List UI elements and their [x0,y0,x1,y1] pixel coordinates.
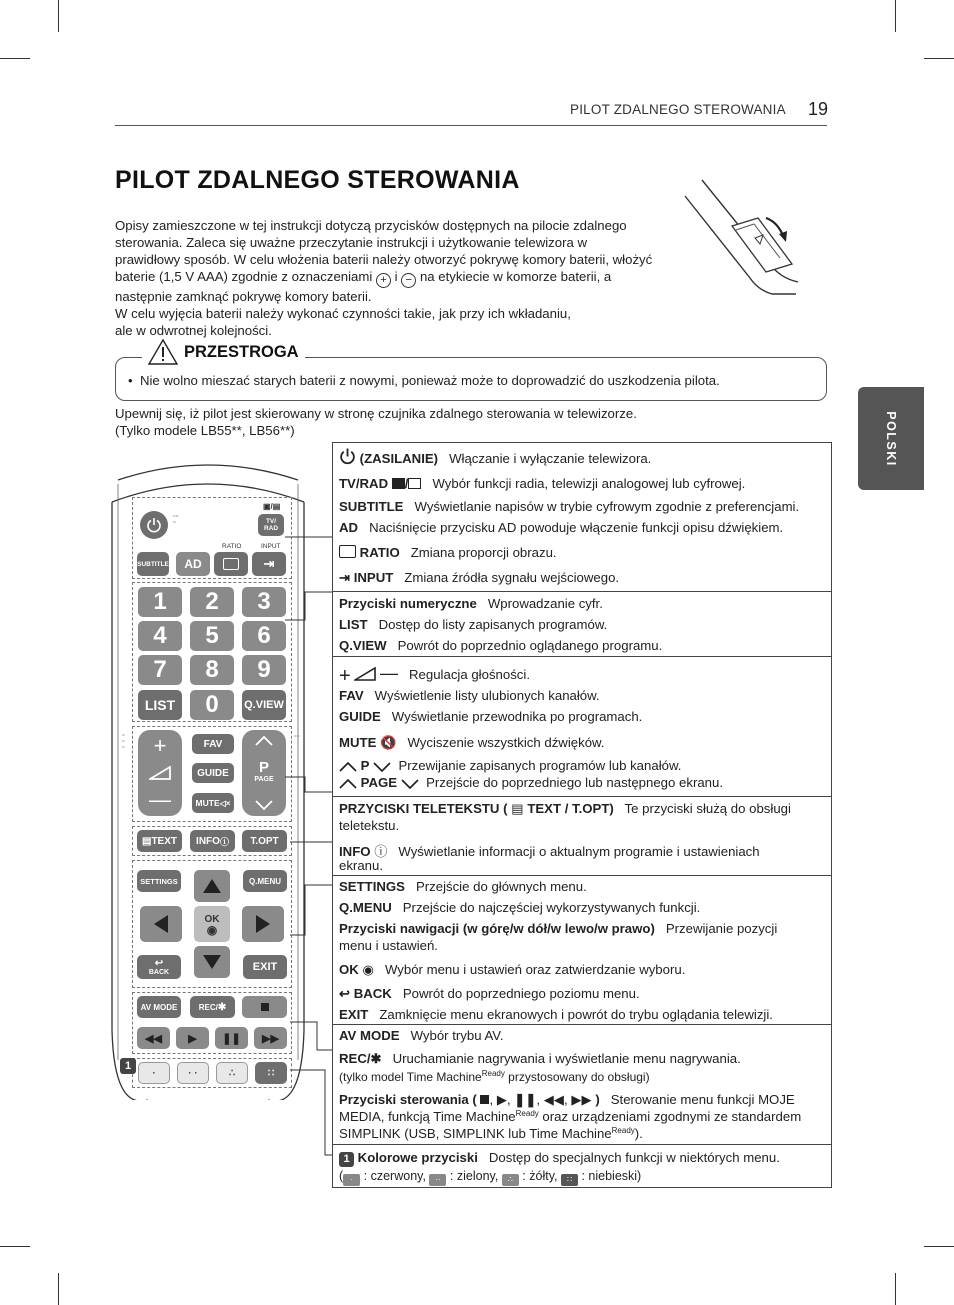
fav-button[interactable]: FAV [192,734,234,754]
stop-icon [480,1095,489,1104]
aim-line: (Tylko modele LB55**, LB56**) [115,423,295,438]
guide-button[interactable]: GUIDE [192,763,234,783]
input-button[interactable] [252,552,286,576]
digit-2-button[interactable]: 2 [190,587,234,617]
yellow-button[interactable]: ∴ [216,1062,248,1084]
row-info: INFO ⓘ Wyświetlanie informacji o aktualnym programie i ustawieniach [339,844,760,859]
warning-icon [148,339,178,365]
pause-button[interactable] [215,1027,248,1049]
back-button[interactable]: ↩ BACK [137,955,181,979]
chevron-up-icon [339,762,357,772]
digit-0-button[interactable]: 0 [190,690,234,720]
fast-forward-button[interactable] [254,1027,287,1049]
section-power-input [333,443,831,592]
row-exit: EXIT Zamknięcie menu ekranowych i powrót do trybu oglądania telewizji. [339,1007,773,1022]
row-mute: MUTE 🔇 Wyciszenie wszystkich dźwięków. [339,735,605,750]
row-volume: + — Regulacja głośności. [339,663,530,687]
language-tab-label: POLSKI [883,410,898,467]
crop-mark [0,58,30,59]
intro-line: następnie zamknąć pokrywę komory baterii. [115,289,372,304]
tv-icon [392,478,405,489]
rewind-icon: ◀◀ [145,1032,162,1045]
radio-icon [408,478,421,489]
row-guide: GUIDE Wyświetlanie przewodnika po programach. [339,709,643,724]
color-badge: 1 [120,1058,136,1074]
crop-mark [58,0,59,32]
nav-right-button[interactable] [242,906,284,942]
play-icon: ▶ [496,1092,507,1107]
ok-button[interactable]: OK ◉ [194,906,230,942]
row-control-cont: MEDIA, funkcją Time Machine$^{Ready}$ oraz urządzeniami zgodnymi ze standardem [339,1109,802,1124]
info-icon: ⓘ [219,836,229,847]
arrow-down-icon [202,954,222,970]
plus-icon: + [376,273,391,288]
crop-mark [924,1246,954,1247]
section-color-buttons [333,1145,831,1187]
volume-icon [354,667,376,681]
chevron-down-icon [373,762,391,772]
digit-8-button[interactable]: 8 [190,655,234,685]
power-button[interactable] [140,511,168,539]
pause-icon: ❚❚ [222,1032,241,1045]
teletext-icon: ▤ [141,835,152,847]
volume-up-icon: + [339,665,351,687]
ratio-icon [339,545,356,558]
aim-line: Upewnij się, iż pilot jest skierowany w stronę czujnika zdalnego sterowania w telewizorze. [115,406,637,421]
digit-6-button[interactable]: 6 [242,621,286,651]
arrow-left-icon [153,914,169,934]
stop-icon [261,1003,269,1011]
channel-p-label: P [258,759,269,776]
caution-text: • Nie wolno mieszać starych baterii z nowymi, ponieważ może to doprowadzić do uszkodzenia pilota. [128,373,720,388]
tv-rad-icon: ▣/▤ [263,502,281,511]
arrow-up-icon [202,878,222,894]
crop-mark [895,1273,896,1305]
volume-down-icon: — [380,663,399,683]
callout-lines [285,440,335,1190]
chevron-up-icon [255,736,273,746]
row-teletext: PRZYCISKI TELETEKSTU ( ▤ TEXT / T.OPT) Te przyciski służą do obsługi [339,801,791,816]
nav-up-button[interactable] [194,870,230,902]
row-info-cont: ekranu. [339,858,383,873]
row-color-legend: ( · : czerwony, ·· : zielony, ∴ : żółty, ∷ : niebieski) [339,1169,642,1184]
chevron-up-icon [339,779,357,789]
input-icon: ⇥ [339,570,351,585]
chevron-down-icon [401,779,419,789]
rec-icon: ✱ [370,1051,382,1066]
intro-paragraph [115,217,690,339]
stop-button[interactable] [242,996,287,1018]
pause-icon: ❚❚ [514,1092,537,1107]
power-icon [339,448,356,465]
back-icon: ↩ [339,986,351,1001]
intro-line: W celu wyjęcia baterii należy wykonać czynności takie, jak przy ich wkładaniu, [115,306,571,321]
caution-header [142,339,305,365]
crop-mark [895,0,896,32]
info-button[interactable]: INFO ⓘ [190,830,235,852]
rewind-button[interactable] [137,1027,170,1049]
section-numeric [333,592,831,657]
running-header: PILOT ZDALNEGO STEROWANIA [570,102,786,117]
blue-swatch: ∷ [561,1174,578,1186]
ad-button[interactable]: AD [176,552,210,576]
av-mode-button[interactable]: AV MODE [137,996,181,1018]
ok-icon: ◉ [206,922,218,937]
battery-cover-illustration [680,178,805,298]
green-swatch: ·· [429,1174,446,1186]
row-power: (ZASILANIE) Włączanie i wyłączanie telewizora. [339,448,651,466]
page-number: 19 [808,99,829,119]
row-q-menu: Q.MENU Przejście do najczęściej wykorzystywanych funkcji. [339,900,701,915]
rec-button[interactable]: REC/ ✱ [190,996,235,1018]
button-description-table [332,442,832,1188]
q-view-button[interactable]: Q.VIEW [242,690,286,720]
intro-line: sterowania. Zaleca się uważne przeczytanie instrukcji i użytkowanie telewizora w [115,235,588,250]
intro-line: prawidłowy sposób. W celu włożenia baterii należy otworzyć pokrywę komory baterii, włożyć [115,252,653,267]
row-q-view: Q.VIEW Powrót do poprzednio oglądanego programu. [339,638,663,653]
play-button[interactable] [176,1027,209,1049]
nav-left-button[interactable] [140,906,182,942]
red-swatch: · [343,1174,360,1186]
rewind-icon: ◀◀ [543,1092,565,1107]
row-rec-note: (tylko model Time Machine$^{Ready}$ przystosowany do obsługi) [339,1069,650,1084]
crop-mark [58,1273,59,1305]
dots-decor: ° ° ° [122,734,125,753]
green-button[interactable]: · · [177,1062,209,1084]
ratio-icon [223,558,239,570]
row-back: ↩ BACK Powrót do poprzedniego poziomu menu. [339,986,640,1001]
row-control-cont: SIMPLINK (USB, SIMPLINK lub Time Machine$^{Ready}$). [339,1126,643,1141]
aim-note [115,405,637,439]
tv-rad-button[interactable]: TV/ RAD [258,514,284,536]
volume-rocker[interactable] [138,730,182,816]
row-p: P Przewijanie zapisanych programów lub kanałów. [339,758,681,773]
crop-mark [924,58,954,59]
settings-button[interactable]: SETTINGS [137,870,181,892]
red-button[interactable]: · [138,1062,170,1084]
row-list: LIST Dostęp do listy zapisanych programów. [339,617,608,632]
exit-button[interactable]: EXIT [243,955,287,979]
row-av-mode: AV MODE Wybór trybu AV. [339,1028,504,1043]
row-nav: Przyciski nawigacji (w górę/w dół/w lewo/w prawo) Przewijanie pozycji [339,921,778,936]
digit-7-button[interactable]: 7 [138,655,182,685]
mute-icon: ◁× [219,798,231,808]
row-nav-cont: menu i ustawień. [339,938,438,953]
subtitle-button[interactable]: SUBTITLE [137,552,169,576]
color-badge: 1 [339,1152,354,1167]
crop-mark [0,1246,30,1247]
volume-icon [149,766,171,780]
header-rule [115,125,827,126]
t-opt-button[interactable]: T.OPT [242,830,287,852]
page-title: PILOT ZDALNEGO STEROWANIA [115,166,520,194]
row-page: PAGE Przejście do poprzedniego lub następnego ekranu. [339,775,723,790]
chevron-down-icon [255,800,273,810]
teletext-icon: ▤ [511,801,524,816]
back-icon: ↩ [154,957,164,969]
row-subtitle: SUBTITLE Wyświetlanie napisów w trybie cyfrowym zgodnie z preferencjami. [339,499,800,514]
digit-1-button[interactable]: 1 [138,587,182,617]
list-button[interactable]: LIST [138,690,182,720]
volume-down-icon: — [149,786,171,812]
row-teletext-cont: teletekstu. [339,818,400,833]
mute-icon: 🔇 [380,735,397,750]
digit-9-button[interactable]: 9 [242,655,286,685]
row-ad: AD Naciśnięcie przycisku AD powoduje włączenie funkcji opisu dźwiękiem. [339,520,784,535]
fast-forward-icon: ▶▶ [262,1032,279,1045]
mute-button[interactable]: MUTE ◁× [192,793,234,813]
row-control: Przyciski sterowania ( , ▶, ❚❚, ◀◀, ▶▶ ) Sterowanie menu funkcji MOJE [339,1092,795,1107]
section-teletext [333,797,831,876]
row-fav: FAV Wyświetlenie listy ulubionych kanałów. [339,688,600,703]
row-tv-rad: TV/RAD / Wybór funkcji radia, telewizji analogowej lub cyfrowej. [339,476,746,491]
digit-5-button[interactable]: 5 [190,621,234,651]
arrow-right-icon [255,914,271,934]
bullet: • [128,373,133,388]
text-button[interactable]: ▤ TEXT [137,830,182,852]
digit-3-button[interactable]: 3 [242,587,286,617]
row-ratio: RATIO Zmiana proporcji obrazu. [339,545,557,560]
ok-icon: ◉ [362,962,374,977]
led-indicator: °° ° [173,515,179,528]
ratio-button[interactable] [214,552,248,576]
dots-decor: °° [294,735,300,742]
volume-up-icon: + [153,733,167,759]
row-color: 1 Kolorowe przyciski Dostęp do specjalnych funkcji w niektórych menu. [339,1150,780,1167]
section-navigation [333,876,831,1025]
yellow-swatch: ∴ [502,1174,519,1186]
play-icon: ▶ [188,1032,197,1045]
section-volume [333,657,831,797]
row-input: ⇥ INPUT Zmiana źródła sygnału wejściowego. [339,570,620,585]
section-av-control [333,1025,831,1145]
row-ok: OK ◉ Wybór menu i ustawień oraz zatwierdzanie wyboru. [339,962,686,977]
intro-line: Opisy zamieszczone w tej instrukcji dotyczą przycisków dostępnych na pilocie zdalnego [115,218,627,233]
channel-rocker[interactable] [242,730,286,816]
intro-line: baterie (1,5 V AAA) zgodnie z oznaczeniami + i − na etykiecie w komorze baterii, a [115,269,612,286]
row-settings: SETTINGS Przejście do głównych menu. [339,879,587,894]
digit-4-button[interactable]: 4 [138,621,182,651]
caution-label: PRZESTROGA [184,342,299,361]
input-label: INPUT [261,543,281,550]
nav-down-button[interactable] [194,946,230,978]
info-icon: ⓘ [374,844,388,859]
q-menu-button[interactable]: Q.MENU [243,870,287,892]
rec-icon: ✱ [217,1001,227,1013]
row-rec: REC/✱ Uruchamianie nagrywania i wyświetlanie menu nagrywania. [339,1051,741,1066]
ratio-label: RATIO [222,543,242,550]
row-numeric: Przyciski numeryczne Wprowadzanie cyfr. [339,596,603,611]
power-icon [146,517,162,533]
input-icon: ⇥ [263,556,275,571]
channel-page-label: PAGE [254,776,274,783]
minus-icon: − [401,273,416,288]
blue-button[interactable]: ∷ [255,1062,287,1084]
fast-forward-icon: ▶▶ [571,1092,592,1107]
intro-line: ale w odwrotnej kolejności. [115,323,272,338]
